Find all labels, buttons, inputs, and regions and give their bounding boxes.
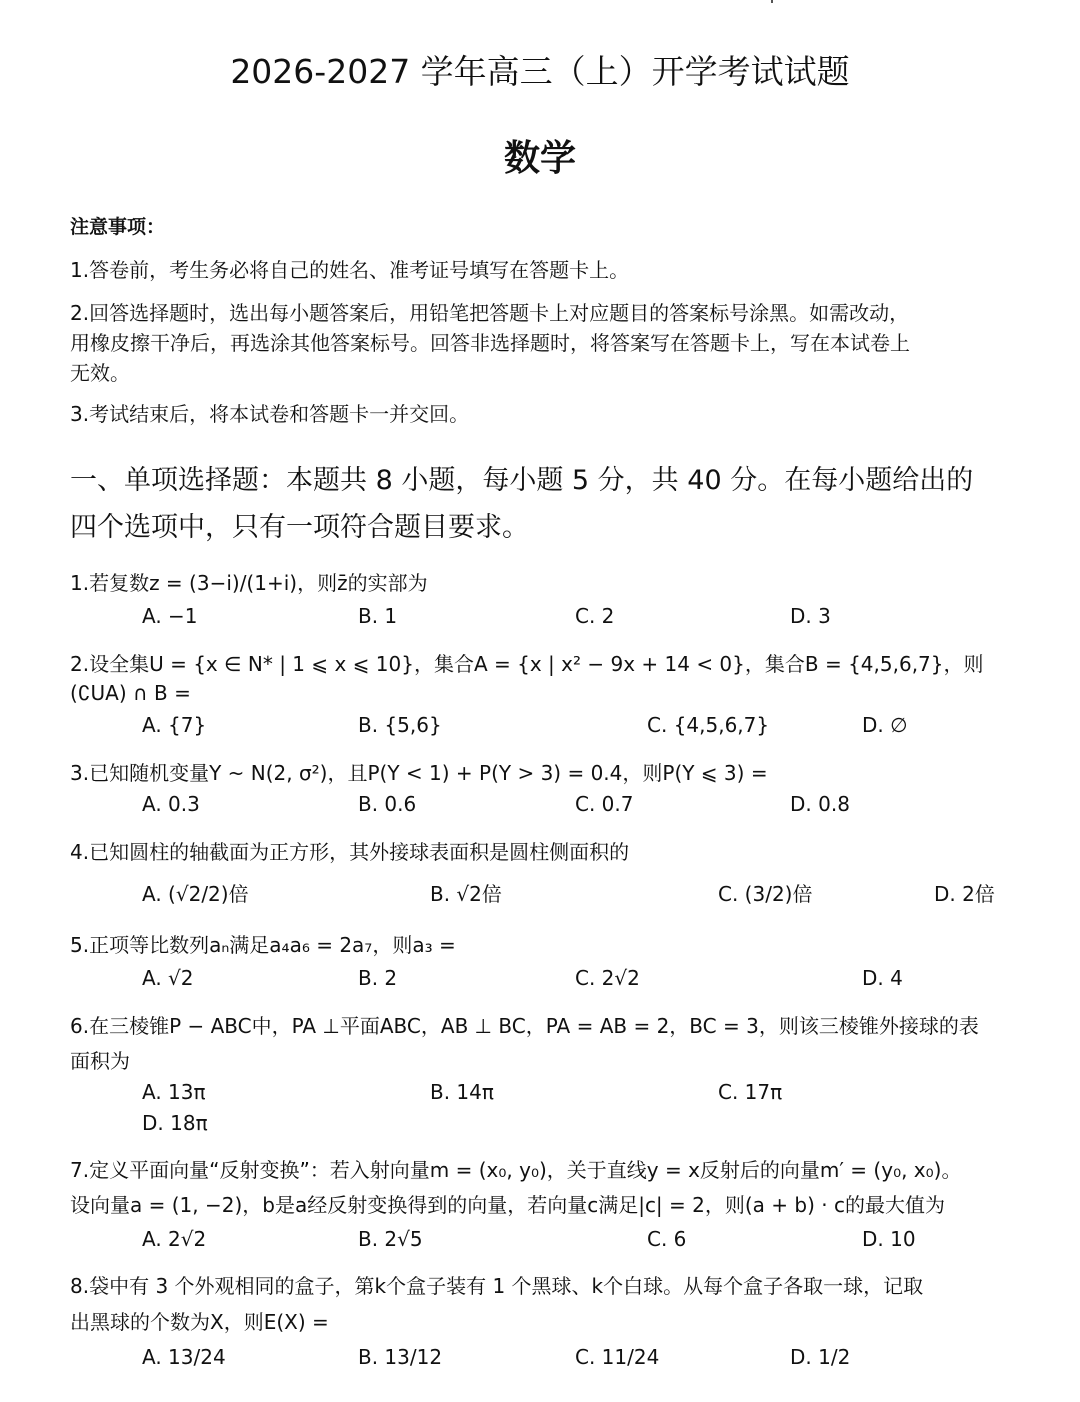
question-1-option-d: D. 3: [790, 604, 831, 628]
section-heading-line-1: 一、单项选择题：本题共 8 小题，每小题 5 分，共 40 分。在每小题给出的: [70, 465, 974, 496]
question-5-option-b: B. 2: [358, 966, 398, 990]
question-7-option-c: C. 6: [647, 1227, 687, 1251]
question-6-option-b: B. 14π: [430, 1080, 494, 1104]
notice-item-1: 1.答卷前，考生务必将自己的姓名、准考证号填写在答题卡上。: [70, 258, 630, 282]
question-2-option-c: C. {4,5,6,7}: [647, 713, 770, 737]
question-4-stem: 4.已知圆柱的轴截面为正方形，其外接球表面积是圆柱侧面积的: [70, 840, 630, 864]
question-6-option-a: A. 13π: [142, 1080, 206, 1104]
question-2-stem-line-2: (∁UA) ∩ B =: [70, 681, 191, 705]
question-4-option-d: D. 2倍: [934, 882, 995, 906]
question-8-option-b: B. 13/12: [358, 1345, 443, 1369]
question-3-stem: 3.已知随机变量Y ~ N(2, σ²)，且P(Y < 1) + P(Y > 3) = 0.4，则P(Y ⩽ 3) =: [70, 761, 768, 785]
question-2-option-a: A. {7}: [142, 713, 207, 737]
question-3-option-a: A. 0.3: [142, 792, 200, 816]
question-1-option-b: B. 1: [358, 604, 398, 628]
question-4-option-c: C. (3/2)倍: [718, 882, 813, 906]
question-8-stem-line-1: 8.袋中有 3 个外观相同的盒子，第k个盒子装有 1 个黑球、k个白球。从每个盒子各取一球，记取: [70, 1274, 924, 1298]
question-2-option-b: B. {5,6}: [358, 713, 442, 737]
question-2-option-d: D. ∅: [862, 713, 908, 737]
notice-item-2-line-3: 无效。: [70, 361, 130, 385]
question-8-option-c: C. 11/24: [575, 1345, 660, 1369]
section-heading-line-2: 四个选项中，只有一项符合题目要求。: [70, 512, 529, 543]
question-1-option-c: C. 2: [575, 604, 615, 628]
question-6-stem-line-1: 6.在三棱锥P − ABC中，PA ⊥平面ABC，AB ⊥ BC，PA = AB = 2，BC = 3，则该三棱锥外接球的表: [70, 1014, 979, 1038]
question-3-option-c: C. 0.7: [575, 792, 634, 816]
question-5-option-a: A. √2: [142, 966, 194, 990]
question-2-stem-line-1: 2.设全集U = {x ∈ N* | 1 ⩽ x ⩽ 10}，集合A = {x | x² − 9x + 14 < 0}，集合B = {4,5,6,7}，则: [70, 652, 984, 676]
question-5-stem: 5.正项等比数列aₙ满足a₄a₆ = 2a₇，则a₃ =: [70, 933, 456, 957]
subject-title: 数学: [503, 138, 576, 179]
question-1-option-a: A. −1: [142, 604, 198, 628]
exam-title: 2026-2027 学年高三（上）开学考试试题: [230, 52, 850, 91]
question-8-stem-line-2: 出黑球的个数为X，则E(X) =: [70, 1310, 329, 1334]
question-8-option-a: A. 13/24: [142, 1345, 226, 1369]
notice-item-3: 3.考试结束后，将本试卷和答题卡一并交回。: [70, 402, 470, 426]
question-7-option-b: B. 2√5: [358, 1227, 423, 1251]
question-7-option-a: A. 2√2: [142, 1227, 207, 1251]
question-8-option-d: D. 1/2: [790, 1345, 851, 1369]
question-1-stem: 1.若复数z = (3−i)/(1+i)，则z̄的实部为: [70, 571, 428, 595]
question-6-option-d: D. 18π: [142, 1111, 208, 1135]
question-4-option-b: B. √2倍: [430, 882, 502, 906]
question-7-option-d: D. 10: [862, 1227, 916, 1251]
question-7-stem-line-2: 设向量a = (1, −2)，b是a经反射变换得到的向量，若向量c满足|c| = 2，则(a + b) · c的最大值为: [70, 1193, 945, 1217]
question-5-option-d: D. 4: [862, 966, 903, 990]
notice-heading: 注意事项：: [70, 216, 166, 238]
question-3-option-d: D. 0.8: [790, 792, 850, 816]
notice-item-2-line-1: 2.回答选择题时，选出每小题答案后，用铅笔把答题卡上对应题目的答案标号涂黑。如需改动，: [70, 301, 910, 325]
question-6-stem-line-2: 面积为: [70, 1049, 130, 1073]
question-5-option-c: C. 2√2: [575, 966, 640, 990]
question-4-option-a: A. (√2/2)倍: [142, 882, 249, 906]
scan-speck: [771, 0, 773, 3]
question-6-option-c: C. 17π: [718, 1080, 783, 1104]
notice-item-2-line-2: 用橡皮擦干净后，再选涂其他答案标号。回答非选择题时，将答案写在答题卡上，写在本试卷上: [70, 331, 910, 355]
question-7-stem-line-1: 7.定义平面向量“反射变换”：若入射向量m = (x₀, y₀)，关于直线y = x反射后的向量m′ = (y₀, x₀)。: [70, 1158, 962, 1182]
question-3-option-b: B. 0.6: [358, 792, 417, 816]
